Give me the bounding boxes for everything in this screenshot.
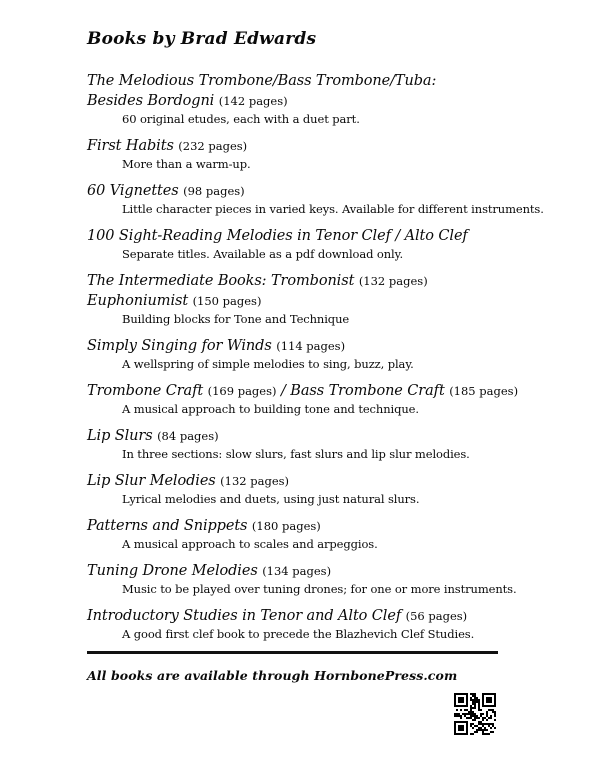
book-title: The Melodious Trombone/Bass Trombone/Tuba: <box>87 73 437 89</box>
book-title: Tuning Drone Melodies <box>87 563 263 579</box>
book-description: More than a warm-up. <box>122 157 251 171</box>
book-list <box>87 71 560 642</box>
book-title: Besides Bordogni <box>87 93 219 109</box>
book-title: Lip Slur Melodies <box>87 473 221 489</box>
book-page-count: (180 pages) <box>251 519 321 533</box>
book-description: A wellspring of simple melodies to sing, buzz, play. <box>122 357 414 371</box>
book-title-line <box>87 91 560 111</box>
book-title: 60 Vignettes <box>87 183 184 199</box>
book-title-line <box>87 516 560 536</box>
book-description: A good first clef book to precede the Blazhevich Clef Studies. <box>122 627 475 641</box>
book-title: Simply Singing for Winds <box>87 338 277 354</box>
book-title-line <box>87 471 560 491</box>
footer-note: All books are available through HornbonePress.com <box>87 668 458 683</box>
book-title-line <box>87 381 560 401</box>
book-title: The Intermediate Books: Trombonist <box>87 273 359 289</box>
qr-row <box>87 691 498 737</box>
book-description: 60 original etudes, each with a duet part. <box>122 112 360 126</box>
qr-code <box>452 691 498 737</box>
book-title: Lip Slurs <box>87 428 158 444</box>
book-title-line <box>87 606 560 626</box>
book-page-count: (56 pages) <box>405 609 468 623</box>
book-page-count: (169 pages) <box>207 384 277 398</box>
book-title: Introductory Studies in Tenor and Alto Clef <box>87 608 406 624</box>
book-entry <box>87 136 560 172</box>
book-description: A musical approach to scales and arpeggios. <box>122 537 378 551</box>
book-page-count: (132 pages) <box>358 274 428 288</box>
book-entry <box>87 381 560 417</box>
book-description: Building blocks for Tone and Technique <box>122 312 350 326</box>
book-description: In three sections: slow slurs, fast slurs and lip slur melodies. <box>122 447 470 461</box>
book-entry <box>87 271 560 327</box>
book-entry <box>87 471 560 507</box>
book-page-count: (185 pages) <box>449 384 519 398</box>
book-page-count: (98 pages) <box>183 184 245 198</box>
divider-rule <box>87 651 498 654</box>
book-title-line <box>87 181 560 201</box>
book-entry <box>87 181 560 217</box>
book-page-count: (84 pages) <box>157 429 219 443</box>
book-title-line <box>87 561 560 581</box>
book-title-line <box>87 226 560 246</box>
book-description: Music to be played over tuning drones; for one or more instruments. <box>122 582 517 596</box>
book-title: First Habits <box>87 138 179 154</box>
book-entry <box>87 516 560 552</box>
book-entry <box>87 606 560 642</box>
book-entry <box>87 71 560 127</box>
book-page-count: (134 pages) <box>262 564 332 578</box>
book-title-line <box>87 271 560 291</box>
book-page-count: (132 pages) <box>220 474 290 488</box>
book-description: Little character pieces in varied keys. Available for different instruments. <box>122 202 544 216</box>
book-page-count: (142 pages) <box>218 94 288 108</box>
book-page-count: (232 pages) <box>178 139 248 153</box>
book-entry <box>87 561 560 597</box>
book-entry <box>87 226 560 262</box>
book-title: Patterns and Snippets <box>87 518 252 534</box>
book-page-count: (114 pages) <box>276 339 346 353</box>
book-entry <box>87 426 560 462</box>
book-title: 100 Sight-Reading Melodies in Tenor Clef / Alto Clef <box>87 228 468 244</box>
page-title: Books by Brad Edwards <box>87 29 317 49</box>
book-description: Separate titles. Available as a pdf download only. <box>122 247 404 261</box>
book-entry <box>87 336 560 372</box>
book-title: Trombone Craft <box>87 383 208 399</box>
book-title-line <box>87 71 560 91</box>
book-title: Euphoniumist <box>87 293 193 309</box>
book-page-count: (150 pages) <box>192 294 262 308</box>
book-title-line <box>87 426 560 446</box>
book-title-line <box>87 136 560 156</box>
book-title: / Bass Trombone Craft <box>276 383 450 399</box>
book-title-line <box>87 291 560 311</box>
book-title-line <box>87 336 560 356</box>
book-description: Lyrical melodies and duets, using just natural slurs. <box>122 492 420 506</box>
book-description: A musical approach to building tone and technique. <box>122 402 419 416</box>
